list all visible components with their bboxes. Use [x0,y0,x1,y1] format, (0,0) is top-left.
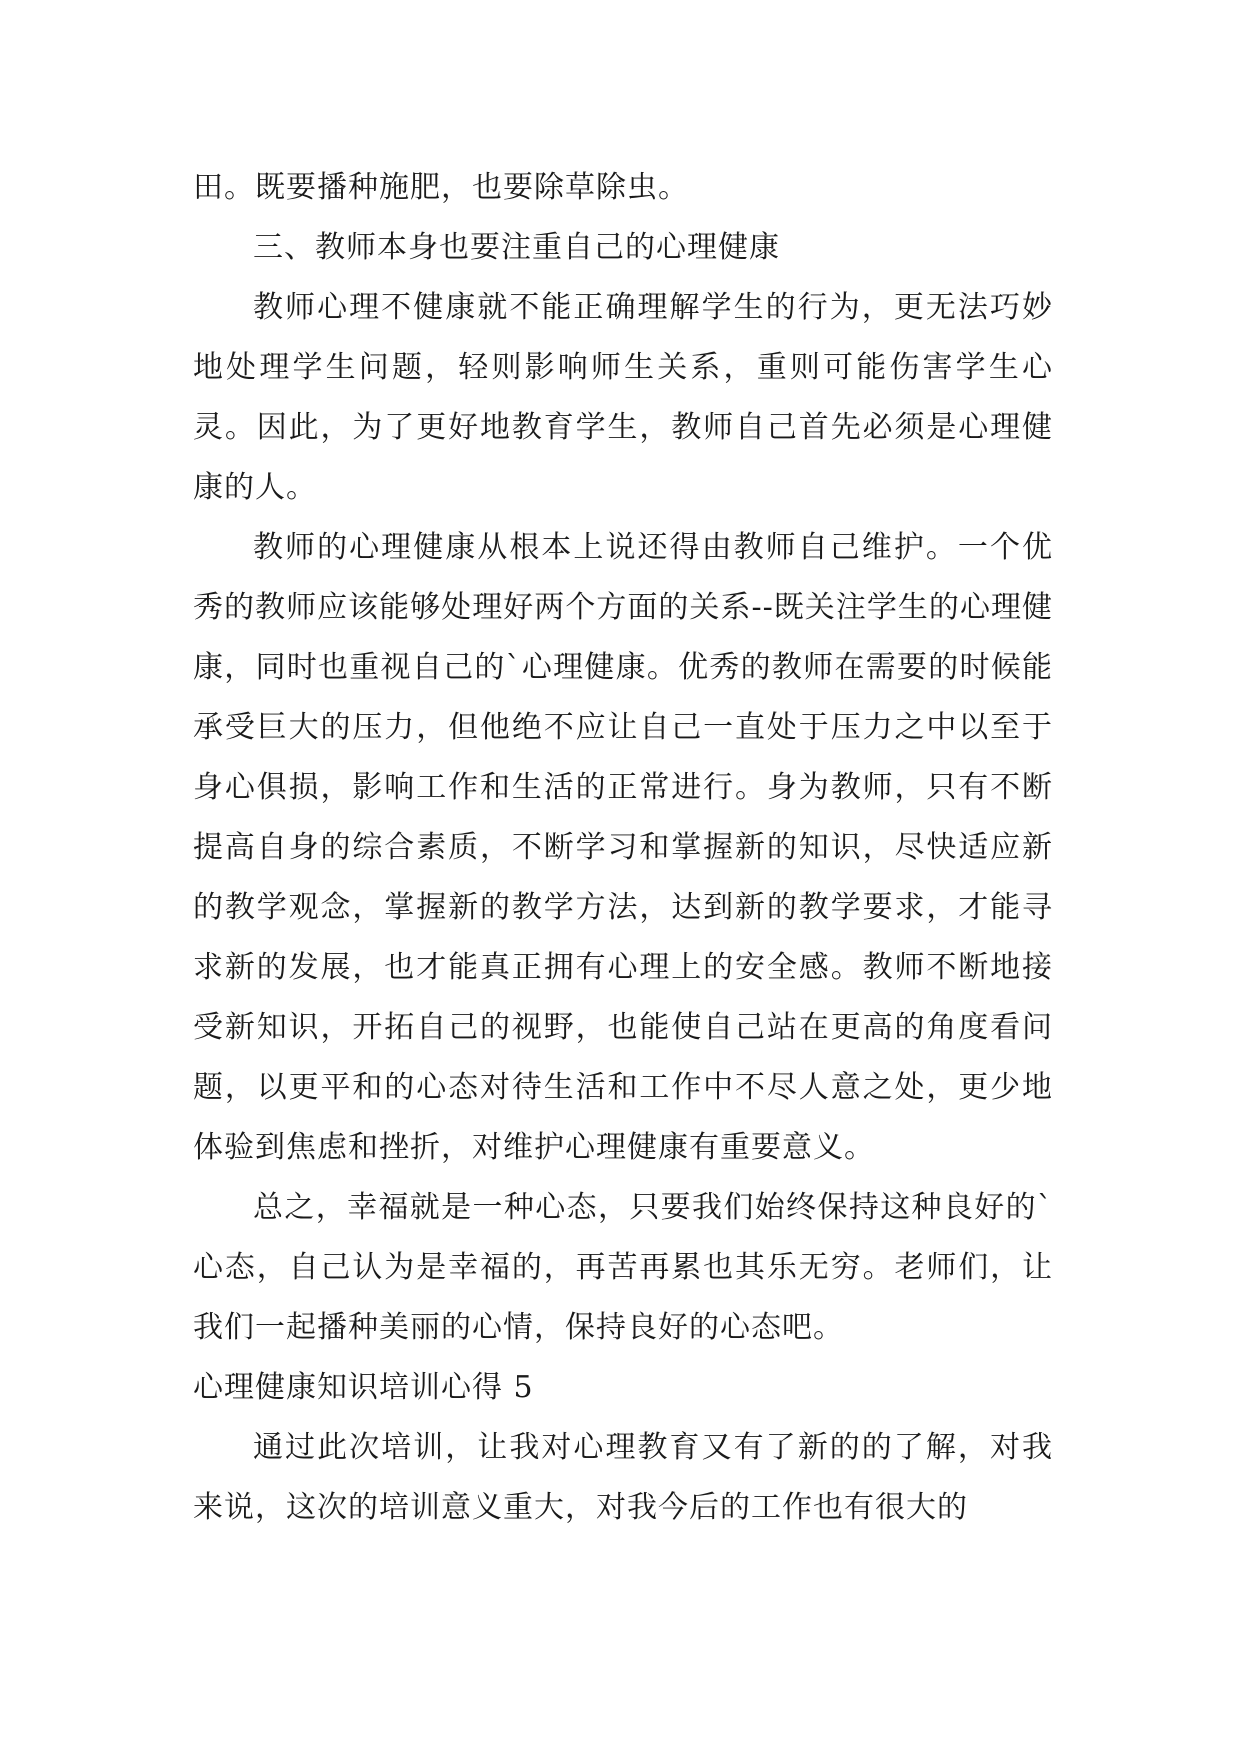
paragraph: 教师心理不健康就不能正确理解学生的行为，更无法巧妙地处理学生问题，轻则影响师生关系，重则可能伤害学生心灵。因此，为了更好地教育学生，教师自己首先必须是心理健康的人。 [193,290,1053,505]
article-title: 心理健康知识培训心得 5 [193,1370,534,1405]
document-body [193,158,1053,1538]
paragraph: 教师的心理健康从根本上说还得由教师自己维护。一个优秀的教师应该能够处理好两个方面的关系--既关注学生的心理健康，同时也重视自己的`心理健康。优秀的教师在需要的时候能承受巨大的压力，但他绝不应让自己一直处于压力之中以至于身心俱损，影响工作和生活的正常进行。身为教师，只有不断提高自身的综合素质，不断学习和掌握新的知识，尽快适应新的教学观念，掌握新的教学方法，达到新的教学要求，才能寻求新的发展，也才能真正拥有心理上的安全感。教师不断地接受新知识，开拓自己的视野，也能使自己站在更高的角度看问题，以更平和的心态对待生活和工作中不尽人意之处，更少地体验到焦虑和挫折，对维护心理健康有重要意义。 [193,530,1053,1165]
paragraph: 通过此次培训，让我对心理教育又有了新的的了解，对我来说，这次的培训意义重大，对我今后的工作也有很大的 [193,1430,1053,1525]
section-heading: 三、教师本身也要注重自己的心理健康 [253,230,780,265]
paragraph: 总之，幸福就是一种心态，只要我们始终保持这种良好的`心态，自己认为是幸福的，再苦再累也其乐无穷。老师们，让我们一起播种美丽的心情，保持良好的心态吧。 [193,1190,1053,1345]
paragraph-continuation: 田。既要播种施肥，也要除草除虫。 [193,170,689,205]
